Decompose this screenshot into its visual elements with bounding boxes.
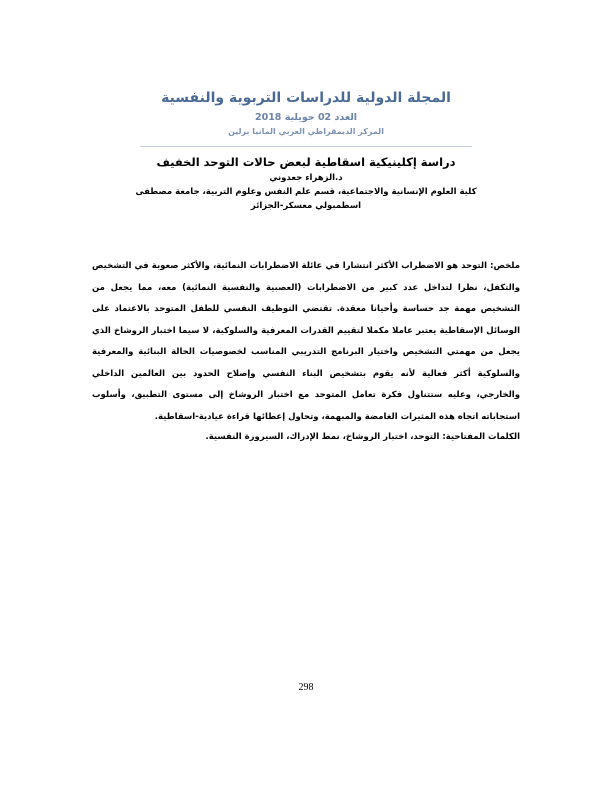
abstract-paragraph bbox=[92, 256, 520, 428]
article-author: د.الزهراء جعدوني bbox=[269, 173, 343, 183]
abstract-label: ملخص: bbox=[490, 261, 520, 271]
journal-publisher: المركز الديمقراطي العربي المانيا برلين bbox=[228, 127, 384, 136]
journal-header bbox=[60, 88, 552, 138]
keywords-text: التوحد، اختبار الروشاخ، نمط الإدراك، السيرورة النفسية. bbox=[205, 432, 440, 442]
article-address: اسطمبولي معسكر-الجزائر bbox=[250, 201, 362, 211]
page-number: 298 bbox=[298, 682, 314, 693]
article-title: دراسة إكلينيكية اسقاطية لبعض حالات التوحد الخفيف bbox=[156, 155, 456, 169]
article-header bbox=[70, 154, 542, 213]
keywords-label: الكلمات المفتاحية: bbox=[442, 432, 520, 442]
article-affiliation: كلية العلوم الإنسانية والاجتماعية، قسم علم النفس وعلوم التربية، جامعة مصطفى bbox=[135, 187, 477, 197]
keywords-paragraph bbox=[92, 428, 520, 446]
abstract-text: التوحد هو الاضطراب الأكثر انتشارا في عائلة الاضطرابات النمائية، والأكثر صعوبة في التشخيص والتكفل، نظرا لتداخل عدد كبير من الاضطرابات (العصبية والنفسية النمائية) معه، مما يجعل من التشخيص مهمة جد حساسة وأحيانا معقدة. تقتضي التوظيف النفسي للطفل المتوحد بالاعتماد على الوسائل الإسقاطية يعتبر عاملا مكملا لتقييم القدرات المعرفية والسلوكية، لا سيما اختبار الروشاخ الذي يجعل من مهمتي التشخيص واختيار البرنامج التدريبي المناسب لخصوصيات الحالة البنائية والمعرفية والسلوكية أكثر فعالية لأنه يقوم بتشخيص البناء النفسي وإصلاح الحدود بين العالمين الداخلي والخارجي، وعليه ستتناول فكرة تعامل المتوحد مع اختبار الروشاخ إلى مستوى التطبيق، وأسلوب استجاباته اتجاه هذه المثيرات الغامضة والمبهمة، وتحاول إعطائها قراءة عيادية-اسقاطية. bbox=[92, 261, 520, 422]
header-divider bbox=[140, 146, 472, 147]
journal-issue: العدد 02 جويلية 2018 bbox=[254, 112, 358, 123]
journal-title: المجلة الدولية للدراسات التربوية والنفسية bbox=[161, 90, 451, 106]
